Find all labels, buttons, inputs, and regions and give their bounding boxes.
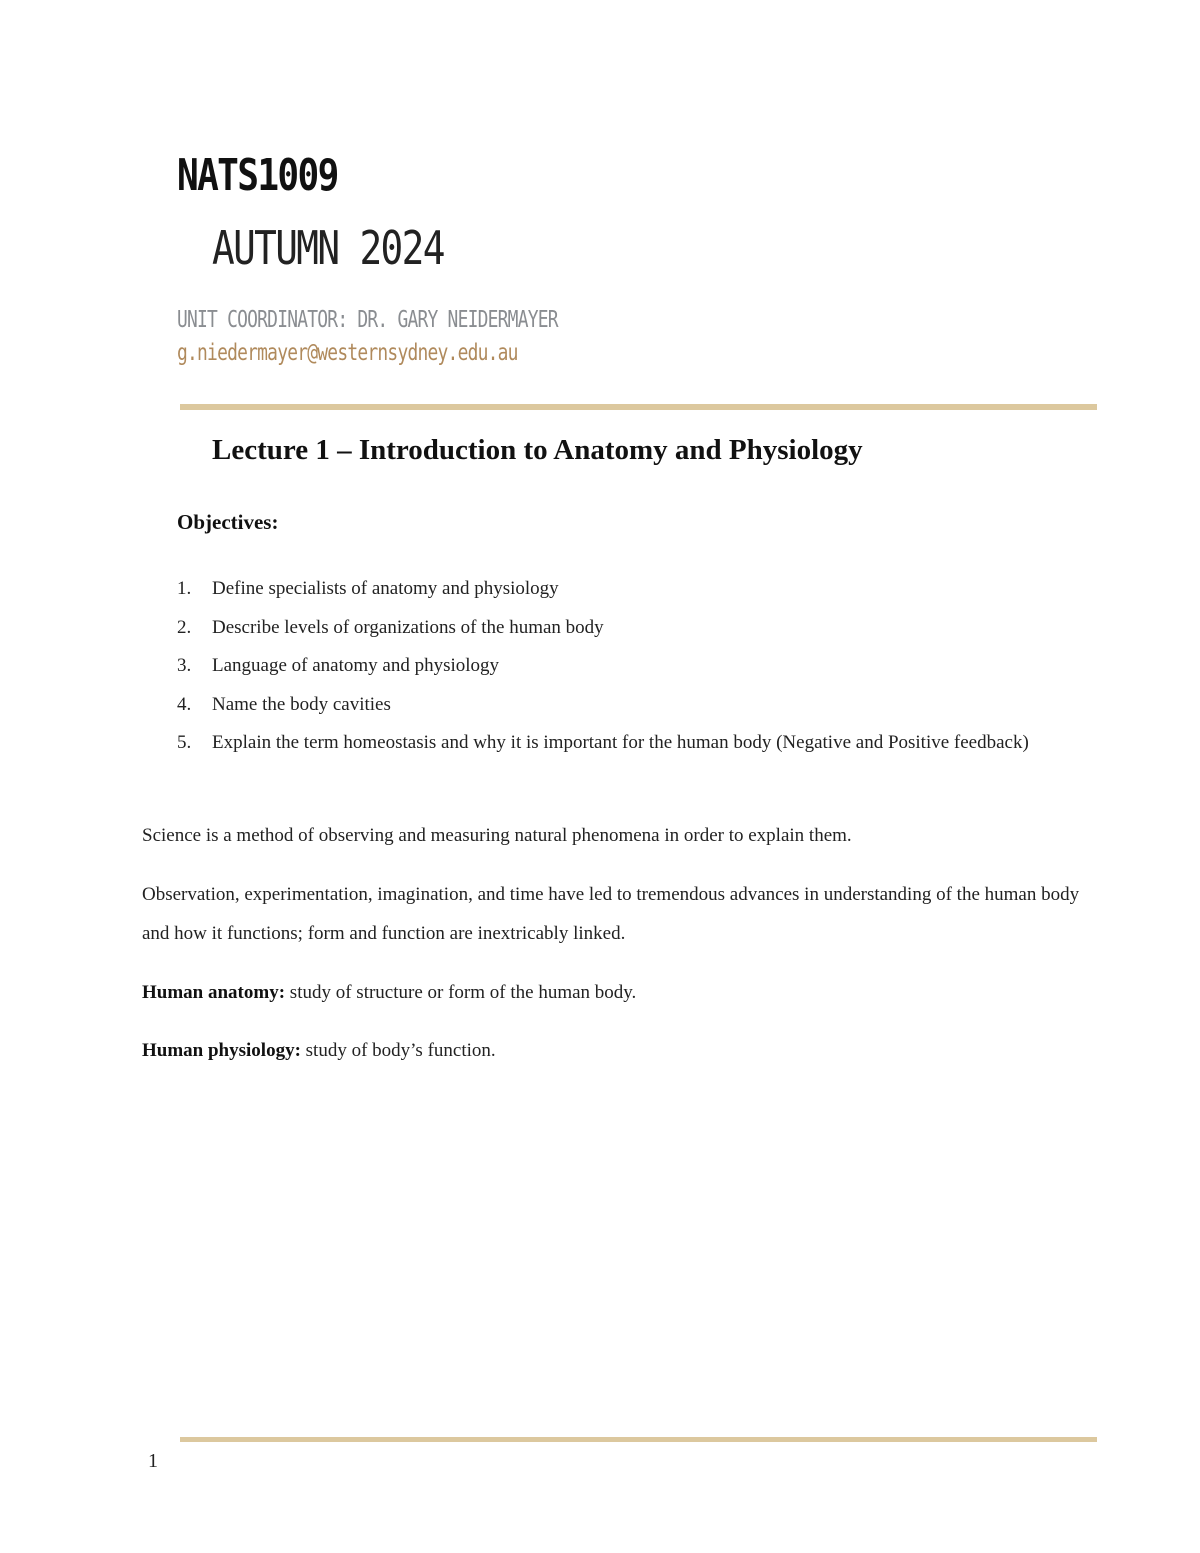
objective-item [177, 724, 1077, 763]
coordinator-email: g.niedermayer@westernsydney.edu.au [177, 340, 518, 366]
objective-text: Define specialists of anatomy and physiology [212, 578, 559, 599]
science-paragraph: Science is a method of observing and measuring natural phenomena in order to explain them. [142, 825, 852, 846]
unit-coordinator: UNIT COORDINATOR: DR. GARY NEIDERMAYER [177, 307, 558, 333]
objective-item [177, 647, 1077, 686]
objective-text: Name the body cavities [212, 693, 391, 715]
course-code: NATS1009 [177, 150, 338, 201]
page-number: 1 [148, 1450, 158, 1472]
observation-paragraph: Observation, experimentation, imagination, and time have led to tremendous advances in understanding of the human body and how it functions; form and function are inextricably linked. [142, 884, 1080, 944]
objective-number: 5. [177, 732, 192, 753]
objective-item [177, 686, 1077, 725]
footer-divider [180, 1437, 1097, 1442]
anatomy-definition-paragraph [142, 973, 1102, 1012]
objective-number: 3. [177, 655, 192, 676]
objective-number: 2. [177, 616, 192, 638]
objective-number: 4. [177, 693, 192, 715]
physiology-definition: study of body’s function. [300, 1040, 496, 1061]
objective-item [177, 609, 1077, 648]
objectives-heading: Objectives: [177, 510, 279, 534]
physiology-definition-paragraph [142, 1031, 1102, 1070]
anatomy-term: Human anatomy: [142, 982, 286, 1003]
anatomy-definition: study of structure or form of the human body. [285, 982, 637, 1003]
objective-text: Describe levels of organizations of the human body [212, 616, 604, 638]
physiology-term: Human physiology: [142, 1040, 301, 1061]
objectives-list [177, 570, 1077, 763]
header-divider [180, 404, 1097, 410]
lecture-title: Lecture 1 – Introduction to Anatomy and Physiology [212, 434, 863, 466]
objective-item [177, 570, 1077, 609]
objective-text: Explain the term homeostasis and why it is important for the human body (Negative and Positive feedback) [212, 732, 1029, 753]
term-label: AUTUMN 2024 [212, 221, 444, 275]
objective-text: Language of anatomy and physiology [212, 655, 500, 676]
objective-number: 1. [177, 578, 192, 599]
